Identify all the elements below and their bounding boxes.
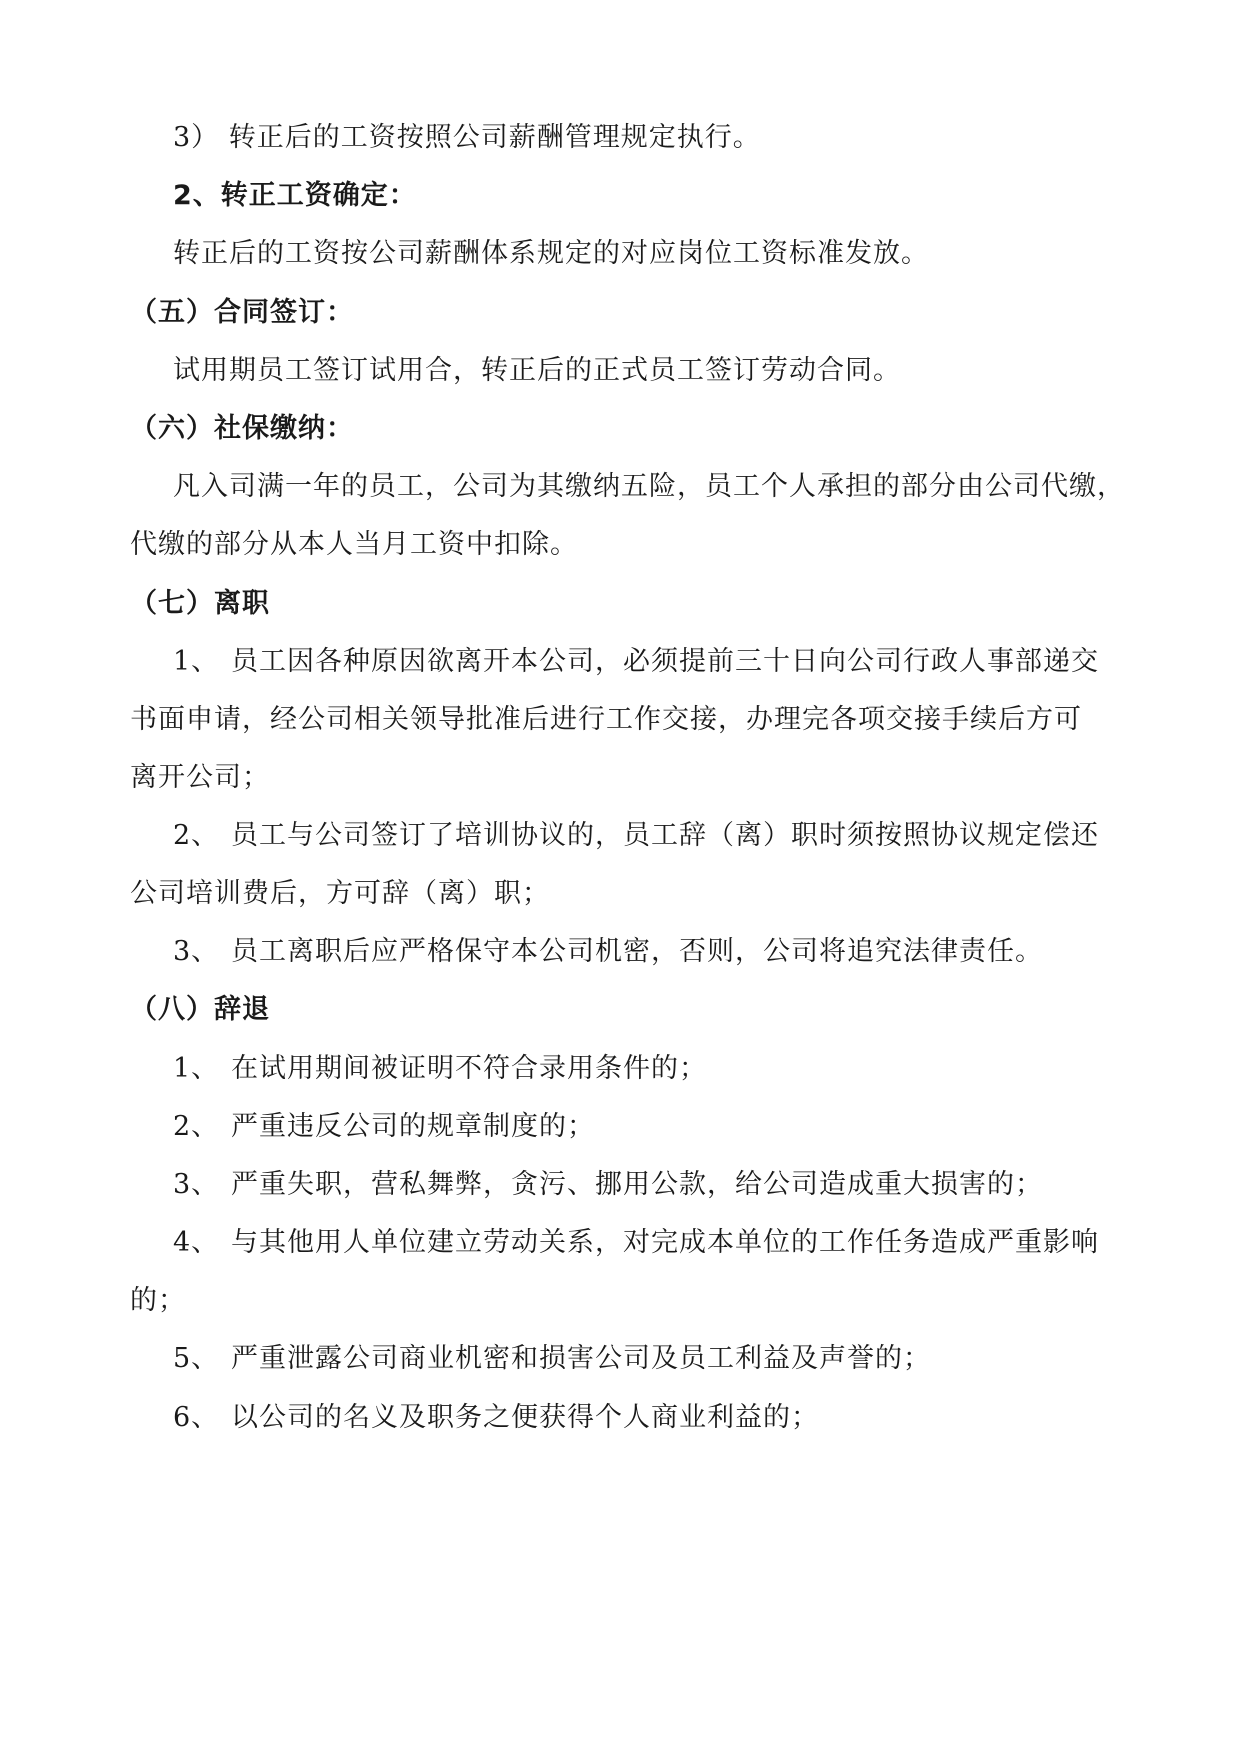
list-number: 4、	[173, 1227, 220, 1258]
list-text: 在试用期间被证明不符合录用条件的；	[231, 1053, 707, 1084]
list-number: 3、	[173, 936, 220, 967]
list-text: 严重泄露公司商业机密和损害公司及员工利益及声誉的；	[231, 1343, 931, 1374]
list-text: 员工离职后应严格保守本公司机密，否则，公司将追究法律责任。	[231, 936, 1043, 967]
section-heading: 2、转正工资确定：	[173, 180, 417, 211]
paragraph: 转正后的工资按公司薪酬体系规定的对应岗位工资标准发放。	[173, 238, 929, 269]
list-text: 严重违反公司的规章制度的；	[231, 1111, 595, 1142]
list-item	[173, 1049, 1173, 1089]
section-heading: （七）离职	[130, 588, 270, 619]
list-number: 5、	[173, 1343, 220, 1374]
list-item	[173, 1165, 1173, 1205]
list-number: 6、	[173, 1402, 220, 1433]
list-item-continuation: 离开公司；	[130, 762, 270, 793]
list-item	[173, 1223, 1173, 1263]
list-item	[173, 816, 1173, 856]
list-text: 与其他用人单位建立劳动关系，对完成本单位的工作任务造成严重影响	[231, 1227, 1099, 1258]
list-number: 1、	[173, 1053, 220, 1084]
list-item-continuation: 公司培训费后，方可辞（离）职；	[130, 878, 550, 909]
section-heading: （五）合同签订：	[130, 297, 354, 328]
section-heading: （八）辞退	[130, 994, 270, 1025]
list-item	[173, 1107, 1173, 1147]
paragraph-line: 凡入司满一年的员工，公司为其缴纳五险，员工个人承担的部分由公司代缴，	[173, 471, 1125, 502]
list-text: 以公司的名义及职务之便获得个人商业利益的；	[231, 1402, 819, 1433]
list-item	[173, 932, 1173, 972]
paragraph: 3） 转正后的工资按照公司薪酬管理规定执行。	[173, 122, 761, 153]
list-text: 员工与公司签订了培训协议的，员工辞（离）职时须按照协议规定偿还	[231, 820, 1099, 851]
list-number: 1、	[173, 646, 220, 677]
list-item-continuation: 的；	[130, 1285, 186, 1316]
paragraph: 试用期员工签订试用合，转正后的正式员工签订劳动合同。	[173, 355, 901, 386]
list-text: 严重失职，营私舞弊，贪污、挪用公款，给公司造成重大损害的；	[231, 1169, 1043, 1200]
list-text: 员工因各种原因欲离开本公司，必须提前三十日向公司行政人事部递交	[231, 646, 1099, 677]
list-item-continuation: 书面申请，经公司相关领导批准后进行工作交接，办理完各项交接手续后方可	[130, 704, 1082, 735]
list-item	[173, 642, 1173, 682]
list-item	[173, 1339, 1173, 1379]
paragraph-line: 代缴的部分从本人当月工资中扣除。	[130, 529, 578, 560]
list-number: 2、	[173, 820, 220, 851]
list-number: 3、	[173, 1169, 220, 1200]
list-number: 2、	[173, 1111, 220, 1142]
section-heading: （六）社保缴纳：	[130, 413, 354, 444]
list-item	[173, 1398, 1173, 1438]
